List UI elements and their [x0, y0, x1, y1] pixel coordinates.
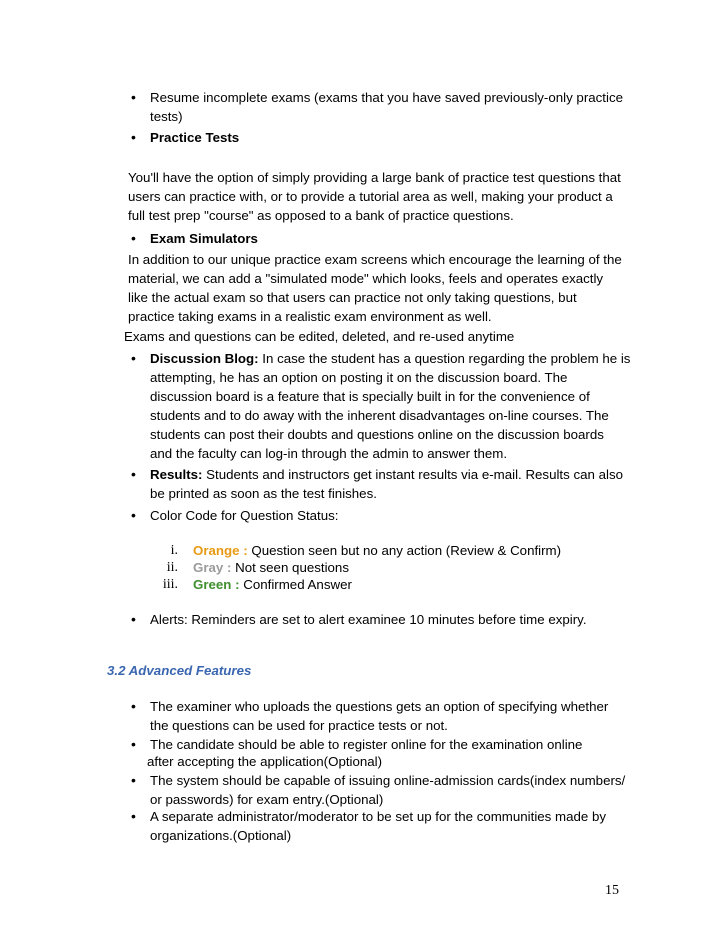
exams-edit-text: Exams and questions can be edited, deleted, and re-used anytime: [124, 329, 515, 344]
status-gray-text: Not seen questions: [231, 560, 349, 575]
bullet-dot: •: [131, 611, 136, 627]
advanced-b4-line-1: A separate administrator/moderator to be set up for the communities made by: [150, 809, 607, 824]
section-heading: 3.2 Advanced Features: [107, 663, 252, 678]
discussion-label: Discussion Blog:: [150, 351, 259, 366]
status-orange-label: Orange :: [193, 543, 248, 558]
bullet-dot: •: [131, 230, 136, 246]
discussion-line-3: discussion board is a feature that is specially built in for the convenience of: [150, 389, 590, 404]
discussion-first-text: In case the student has a question regarding the problem he is: [258, 351, 631, 366]
practice-para-line-3: full test prep "course" as opposed to a bank of practice questions.: [128, 208, 514, 223]
status-green-label: Green :: [193, 577, 240, 592]
results-label: Results:: [150, 467, 203, 482]
advanced-b1-line-2: the questions can be used for practice tests or not.: [150, 718, 448, 733]
practice-para-line-1: You'll have the option of simply providing a large bank of practice test questions that: [128, 170, 621, 185]
advanced-b3-line-2: or passwords) for exam entry.(Optional): [150, 792, 384, 807]
bullet-dot: •: [131, 89, 136, 105]
bullet-dot: •: [131, 507, 136, 523]
discussion-line-5: students can post their doubts and questions online on the discussion boards: [150, 427, 604, 442]
roman-numeral: ii.: [166, 560, 178, 575]
bullet-dot: •: [131, 129, 136, 145]
bullet-dot: •: [131, 808, 136, 824]
discussion-line-4: students and to do away with the inherent disadvantages on-line courses. The: [150, 408, 609, 423]
results-first-text: Students and instructors get instant results via e-mail. Results can also: [202, 467, 623, 482]
results-first-line: [150, 465, 623, 484]
discussion-first-line: [150, 349, 630, 368]
discussion-line-2: attempting, he has an option on posting it on the discussion board. The: [150, 370, 568, 385]
practice-para-line-2: users can practice with, or to provide a tutorial area as well, making your product a: [128, 189, 613, 204]
bullet-dot: •: [131, 466, 136, 482]
practice-tests-heading: Practice Tests: [150, 130, 240, 145]
simulators-line-4: practice taking exams in a realistic exam environment as well.: [128, 309, 492, 324]
roman-numeral: i.: [170, 543, 178, 558]
simulators-line-3: like the actual exam so that users can practice not only taking questions, but: [128, 290, 577, 305]
alerts-text: Alerts: Reminders are set to alert examinee 10 minutes before time expiry.: [150, 612, 587, 627]
advanced-b1-line-1: The examiner who uploads the questions gets an option of specifying whether: [150, 699, 609, 714]
exam-simulators-heading: Exam Simulators: [150, 231, 258, 246]
bullet-dot: •: [131, 736, 136, 752]
resume-line-2: tests): [150, 109, 183, 124]
page-number: 15: [605, 883, 619, 898]
bullet-dot: •: [131, 350, 136, 366]
discussion-line-6: and the faculty can log-in through the admin to answer them.: [150, 446, 508, 461]
advanced-b2-line-1: The candidate should be able to register online for the examination online: [150, 737, 583, 752]
resume-line-1: Resume incomplete exams (exams that you have saved previously-only practice: [150, 90, 623, 105]
advanced-b3-line-1: The system should be capable of issuing online-admission cards(index numbers/: [150, 773, 626, 788]
color-code-title: Color Code for Question Status:: [150, 508, 339, 523]
advanced-b4-line-2: organizations.(Optional): [150, 828, 292, 843]
results-line-2: be printed as soon as the test finishes.: [150, 486, 377, 501]
advanced-b2-line-2: after accepting the application(Optional): [147, 754, 383, 769]
roman-numeral: iii.: [162, 577, 178, 592]
status-green-text: Confirmed Answer: [239, 577, 352, 592]
bullet-dot: •: [131, 698, 136, 714]
status-orange-text: Question seen but no any action (Review & Confirm): [247, 543, 562, 558]
bullet-dot: •: [131, 772, 136, 788]
simulators-line-1: In addition to our unique practice exam screens which encourage the learning of the: [128, 252, 622, 267]
simulators-line-2: material, we can add a "simulated mode" which looks, feels and operates exactly: [128, 271, 604, 286]
status-green: [193, 575, 352, 594]
status-gray-label: Gray :: [193, 560, 232, 575]
